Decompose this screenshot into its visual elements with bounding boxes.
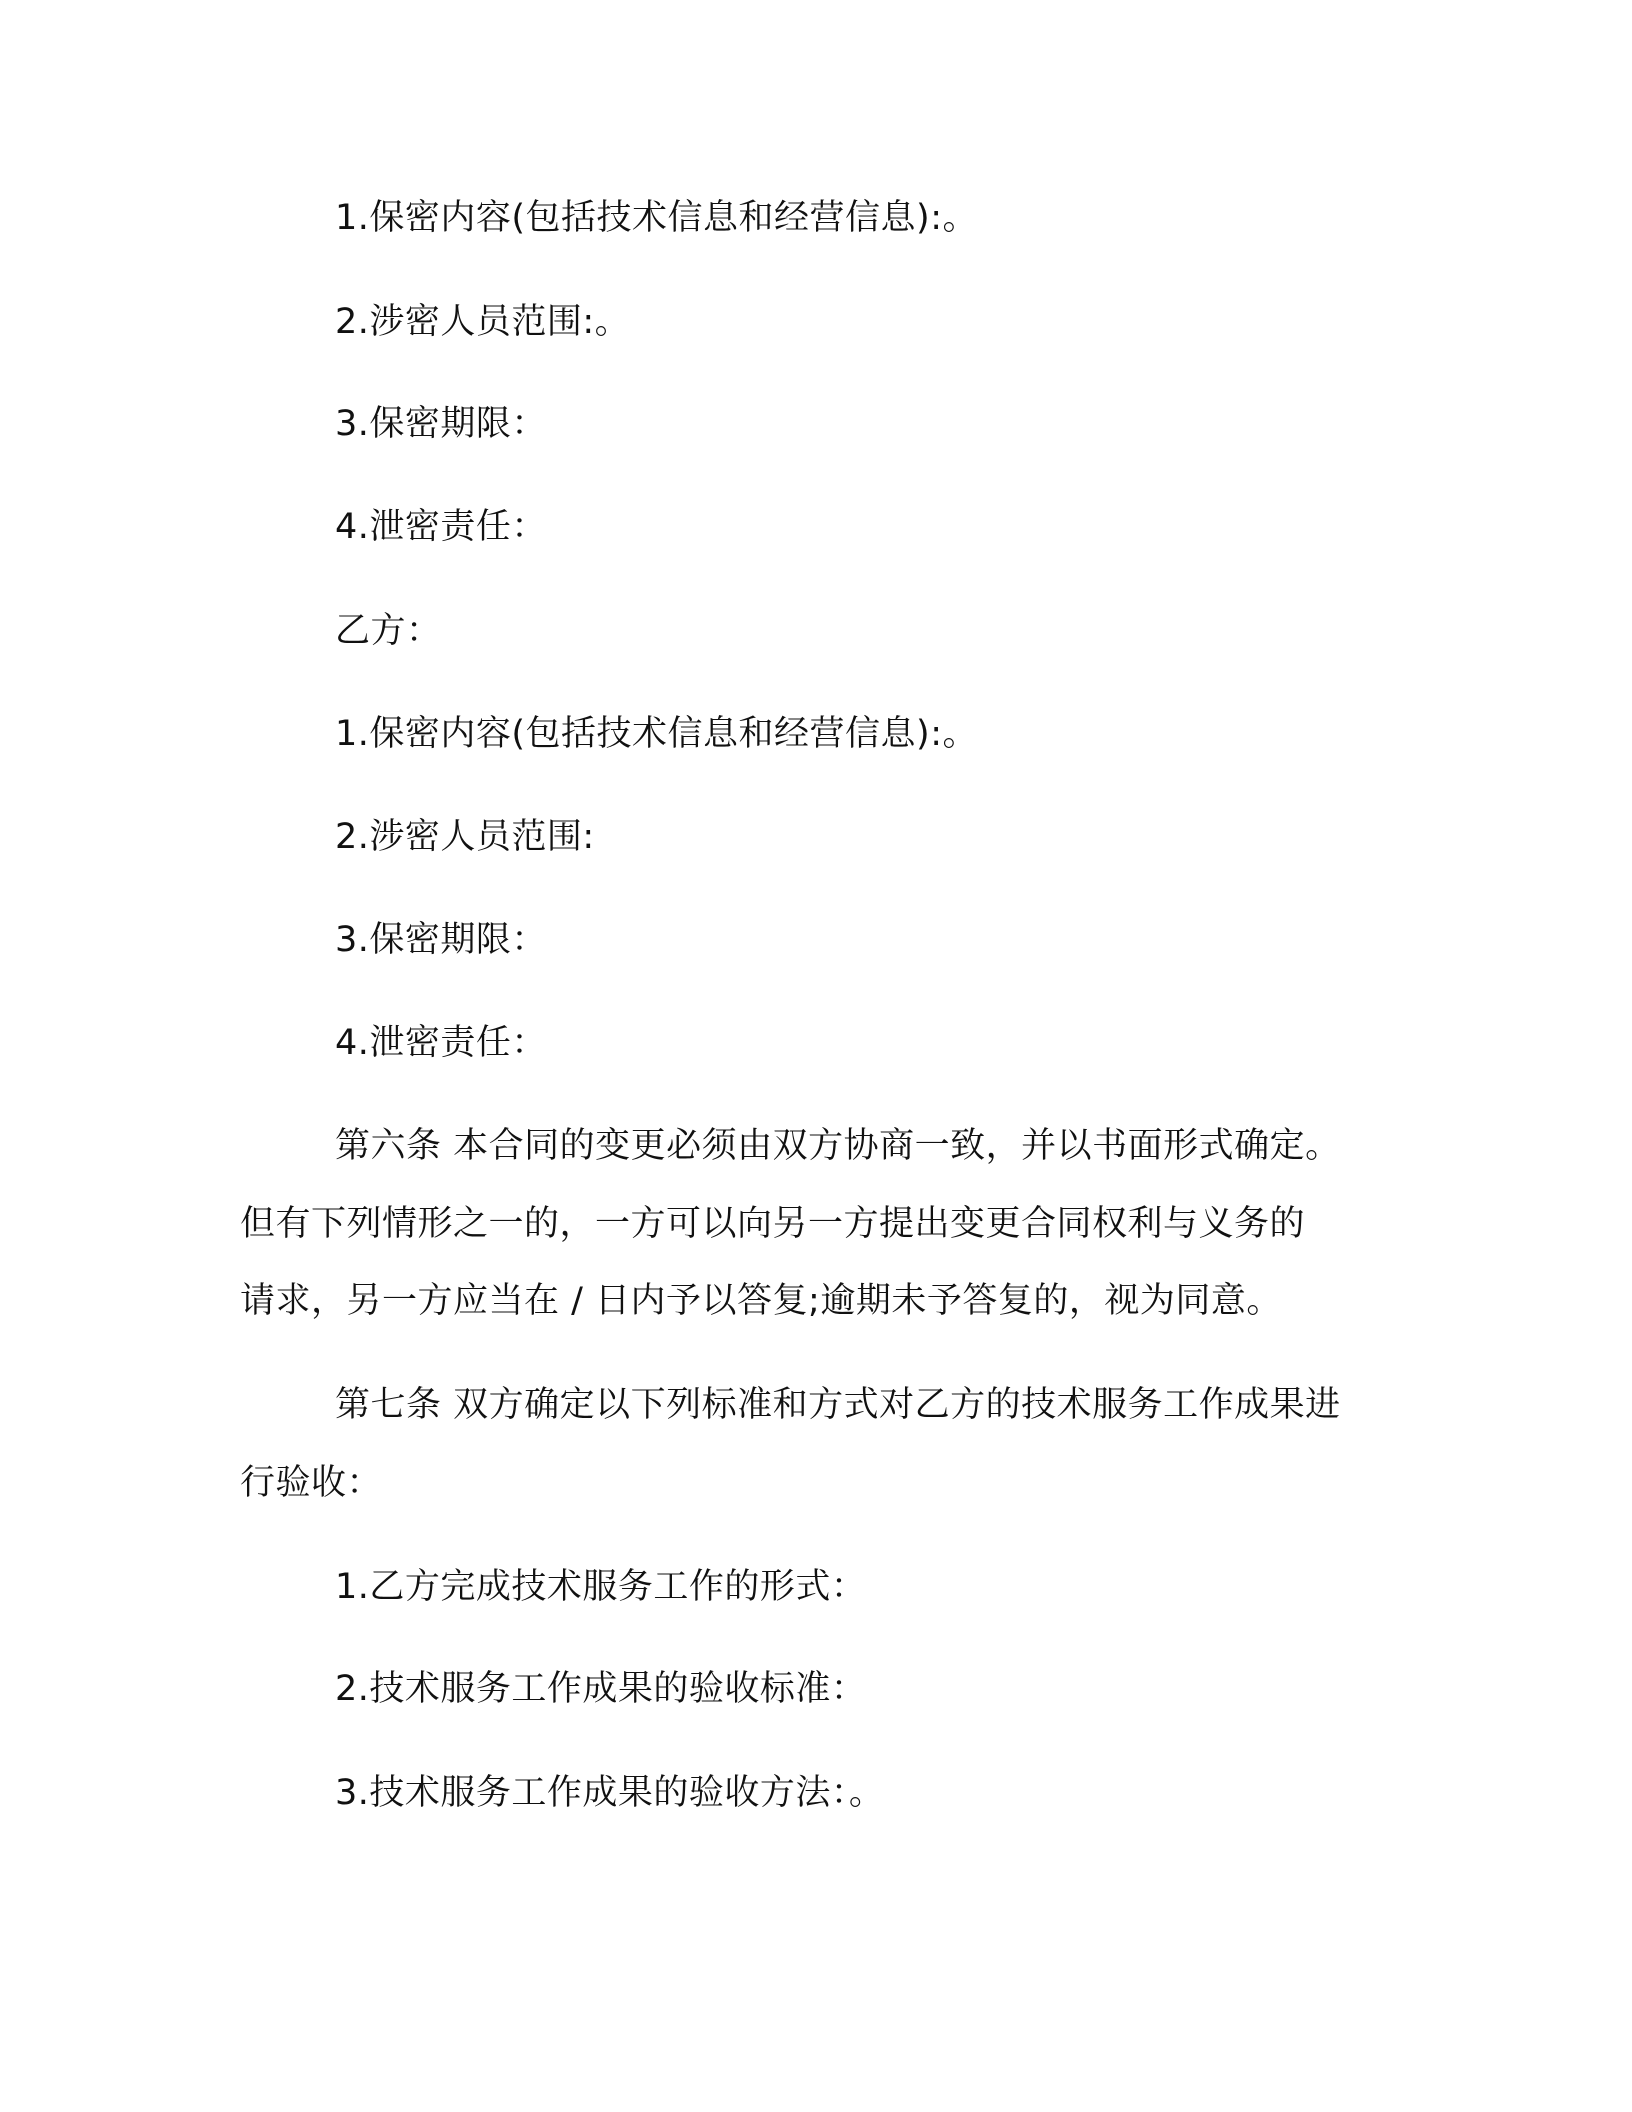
article-7-line-2: 行验收： [240,1463,383,1503]
party-b-item-3: 3.保密期限： [335,920,547,960]
party-b-item-4: 4.泄密责任： [335,1023,547,1063]
acceptance-item-3: 3.技术服务工作成果的验收方法：。 [335,1773,885,1813]
acceptance-item-2: 2.技术服务工作成果的验收标准： [335,1669,867,1709]
party-b-label: 乙方： [335,611,442,651]
acceptance-item-1: 1.乙方完成技术服务工作的形式： [335,1567,867,1607]
article-6-line-2: 但有下列情形之一的，一方可以向另一方提出变更合同权利与义务的 [240,1204,1306,1244]
party-a-item-4: 4.泄密责任： [335,507,547,547]
party-a-item-1: 1.保密内容(包括技术信息和经营信息):。 [335,198,978,238]
article-6-line-1: 第六条 本合同的变更必须由双方协商一致，并以书面形式确定。 [335,1126,1341,1166]
party-b-item-1: 1.保密内容(包括技术信息和经营信息):。 [335,714,978,754]
article-6-line-3: 请求，另一方应当在 / 日内予以答复;逾期未予答复的，视为同意。 [240,1281,1282,1321]
party-a-item-3: 3.保密期限： [335,404,547,444]
party-a-item-2: 2.涉密人员范围:。 [335,302,631,342]
article-7-line-1: 第七条 双方确定以下列标准和方式对乙方的技术服务工作成果进 [335,1385,1341,1425]
party-b-item-2: 2.涉密人员范围: [335,817,595,857]
